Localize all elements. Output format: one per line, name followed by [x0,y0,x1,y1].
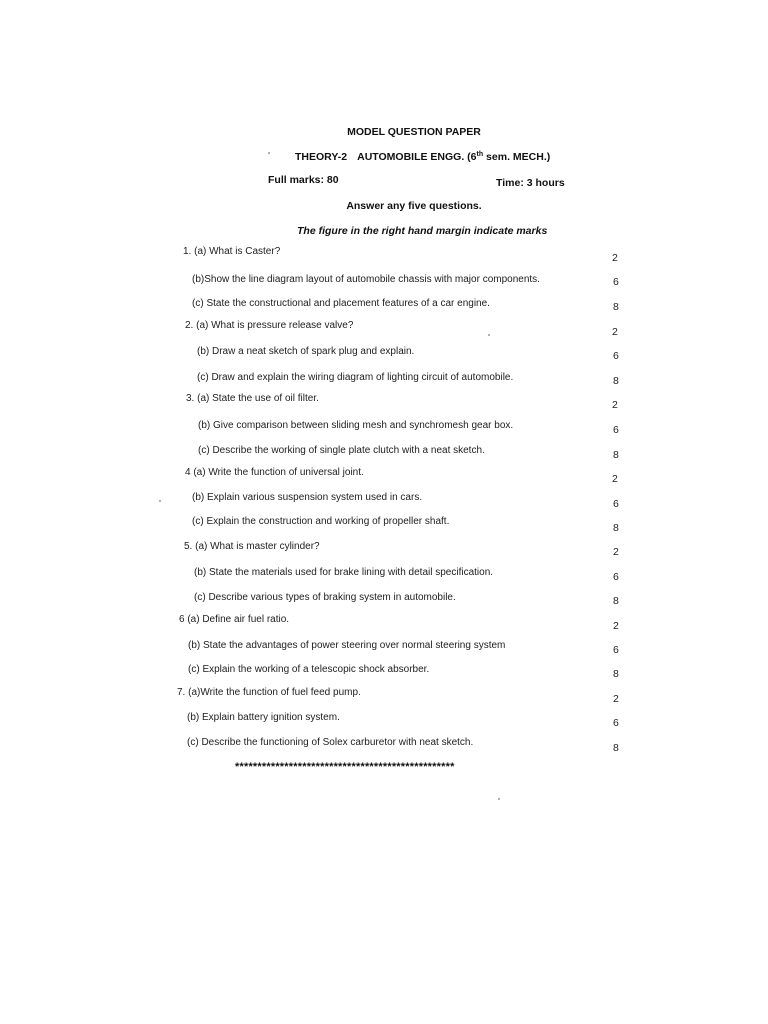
question-line: 6 (a) Define air fuel ratio. [179,614,290,625]
theory-code: THEORY-2 [295,151,348,163]
question-line: (c) Describe the working of single plate clutch with a neat sketch. [198,445,485,456]
question-line: (b) State the materials used for brake lining with detail specification. [194,567,494,578]
subject-suffix: sem. MECH.) [483,151,551,163]
end-of-paper-stars: ************************************************* [235,761,455,773]
question-marks: 8 [613,522,619,534]
subject-prefix: AUTOMOBILE ENGG. (6 [357,151,477,163]
scan-speck [488,334,490,336]
question-line: 1. (a) What is Caster? [183,246,281,257]
question-marks: 2 [613,620,619,632]
question-marks: 6 [613,717,619,729]
full-marks: Full marks: 80 [268,174,339,186]
question-line: (c) Describe the functioning of Solex carburetor with neat sketch. [187,737,474,748]
question-marks: 6 [613,571,619,583]
instruction: Answer any five questions. [346,200,482,212]
question-line: 5. (a) What is master cylinder? [184,541,320,552]
question-line: (c) Explain the construction and working of propeller shaft. [192,516,450,527]
question-marks: 6 [613,350,619,362]
question-line: (c) Describe various types of braking system in automobile. [194,592,456,603]
question-marks: 2 [613,693,619,705]
question-line: 7. (a)Write the function of fuel feed pump. [177,687,361,698]
marks-note: The figure in the right hand margin indicate marks [297,225,548,237]
question-marks: 2 [612,399,618,411]
question-marks: 6 [613,644,619,656]
question-line: (b) Explain battery ignition system. [187,712,340,723]
question-marks: 8 [613,301,619,313]
question-line: (b) State the advantages of power steering over normal steering system [188,640,506,651]
scan-speck [268,152,270,154]
question-line: (b) Explain various suspension system used in cars. [192,492,423,503]
question-line: (c) Explain the working of a telescopic shock absorber. [188,664,430,675]
question-marks: 2 [612,252,618,264]
question-line: 4 (a) Write the function of universal joint. [185,467,364,478]
question-line: (b)Show the line diagram layout of automobile chassis with major components. [192,274,540,285]
scan-speck [159,500,161,502]
question-line: (b) Give comparison between sliding mesh and synchromesh gear box. [198,420,514,431]
question-marks: 2 [612,326,618,338]
question-line: 2. (a) What is pressure release valve? [185,320,354,331]
question-marks: 8 [613,595,619,607]
question-marks: 8 [613,375,619,387]
paper-title: MODEL QUESTION PAPER [347,126,481,138]
question-marks: 8 [613,742,619,754]
question-marks: 6 [613,424,619,436]
question-line: (c) Draw and explain the wiring diagram of lighting circuit of automobile. [197,372,514,383]
question-line: 3. (a) State the use of oil filter. [186,393,319,404]
subject-line [295,151,550,163]
question-marks: 6 [613,498,619,510]
question-marks: 8 [613,449,619,461]
scan-speck [498,798,500,800]
question-marks: 2 [613,546,619,558]
subject-sup: th [476,151,484,158]
time-allowed: Time: 3 hours [496,177,565,189]
question-line: (b) Draw a neat sketch of spark plug and explain. [197,346,415,357]
question-marks: 6 [613,276,619,288]
question-marks: 2 [612,473,618,485]
question-marks: 8 [613,668,619,680]
question-line: (c) State the constructional and placement features of a car engine. [192,298,490,309]
